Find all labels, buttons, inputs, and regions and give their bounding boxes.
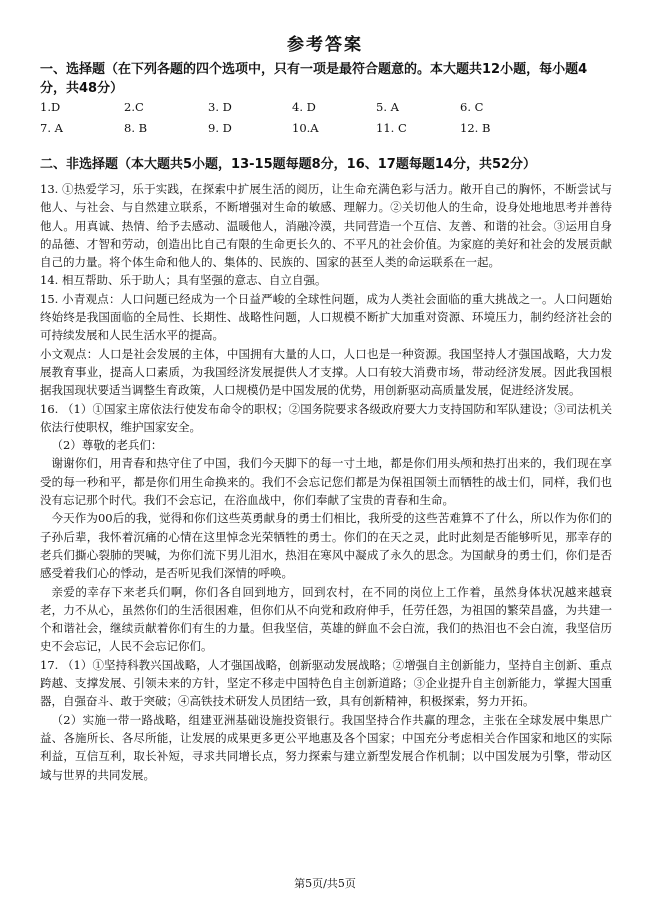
section1-heading: 一、选择题（在下列各题的四个选项中，只有一项是最符合题意的。本大题共12小题，每小题4分，共48分） — [40, 62, 588, 96]
answer-item: 10.A — [292, 121, 319, 135]
answer-item: 8. B — [124, 121, 148, 135]
answer-paragraph: 15. 小青观点：人口问题已经成为一个日益严峻的全球性问题，成为人类社会面临的重大挑战之一。人口问题始终始终是我国面临的全局性、长期性、战略性问题，人口规模不断扩大加重对资源、环境压力，制约经济社会的可持续发展和人民生活水平的提高。 — [40, 291, 612, 343]
answer-paragraph: 小文观点：人口是社会发展的主体，中国拥有大量的人口，人口也是一种资源。我国坚持人才强国战略，大力发展教育事业，提高人口素质，为我国经济发展提供人才支撑。人口有较大消费市场，带动经济发展。因此我国根据我国现状要适当调整生育政策，人口规模仍是中国发展的优势，用创新驱动高质量发展，促进经济发展。 — [40, 346, 612, 398]
answer-paragraph: 16. （1）①国家主席依法行使发布命令的职权；②国务院要求各级政府要大力支持国防和军队建设；③司法机关依法行使职权，维护国家安全。 — [40, 401, 612, 434]
answer-paragraph: 14. 相互帮助、乐于助人；具有坚强的意志、自立自强。 — [40, 273, 327, 288]
answer-item: 1.D — [40, 100, 61, 114]
answer-paragraph: 谢谢你们，用青春和热守住了中国，我们今天脚下的每一寸土地，都是你们用头颅和热打出来的，我们现在享受的每一秒和平，都是你们用生命换来的。我们不会忘记您们都是为保祖国领土而牺牲的战士们，同样，我们也没有忘记那个时代。我们不会忘记，在浴血战中，你们奉献了宝贵的青春和生命。 — [40, 456, 612, 508]
answer-item: 5. A — [376, 100, 399, 114]
answer-item: 2.C — [124, 100, 144, 114]
section2-heading: 二、非选择题（本大题共5小题，13-15题每题8分，16、17题每题14分，共52分） — [40, 157, 537, 172]
page-footer: 第5页/共5页 — [294, 877, 356, 890]
answer-item: 6. C — [460, 100, 484, 114]
answer-paragraph: （2）尊敬的老兵们： — [51, 438, 163, 453]
answer-row — [40, 97, 600, 118]
answer-row — [40, 118, 600, 139]
answer-paragraph: 亲爱的幸存下来老兵们啊，你们各自回到地方，回到农村，在不同的岗位上工作着，虽然身体状况越来越衰老，力不从心，虽然你们的生活很困难，但你们从不向党和政府伸手，任劳任怨，为祖国的繁荣昌盛，为共建一个和谐社会，继续贡献着你们有生的力量。但我坚信，英雄的鲜血不会白流，我们的热泪也不会白流，我坚信历史不会忘记，人民不会忘记你们。 — [40, 584, 612, 654]
answer-item: 7. A — [40, 121, 63, 135]
answer-paragraph: 13. ①热爱学习，乐于实践，在探索中扩展生活的阅历，让生命充满色彩与活力。敞开自己的胸怀，不断尝试与他人、与社会、与自然建立联系，不断增强对生命的敏感、理解力。②关切他人的生命，设身处地地思考并善待他人。用真诚、热情、给予去感动、温暖他人，消融冷漠，共同营造一个互信、友善、和谐的社会。③运用自身的品德、才智和劳动，创造出比自己有限的生命更长久的、不平凡的社会价值。为家庭的美好和社会的发展贡献自己的力量。将个体生命和他人的、集体的、民族的、国家的甚至人类的命运联系在一起。 — [40, 182, 612, 270]
answer-paragraph: 今天作为00后的我，觉得和你们这些英勇献身的勇士们相比，我所受的这些苦难算不了什么，所以作为你们的子孙后辈，我怀着沉痛的心情在这里悼念光荣牺牲的勇士。你们的在天之灵，此时此刻是否能够听见，那幸存的老兵们撕心裂肺的哭喊，为你们流下男儿泪水，热泪在寒风中凝成了永久的思念。为国献身的勇士们，你们是否感受着我们心的悸动，是否听见我们深情的呼唤。 — [40, 511, 612, 581]
page-title: 参考答案 — [287, 35, 363, 55]
section2-body — [40, 180, 612, 784]
answer-grid — [40, 97, 600, 139]
answer-paragraph: 17. （1）①坚持科教兴国战略，人才强国战略，创新驱动发展战略；②增强自主创新能力，坚持自主创新、重点跨越、支撑发展、引领未来的方针，坚定不移走中国特色自主创新道路；③企业提升自主创新能力，掌握大国重器，自强奋斗、敢于突破；④高铁技术研发人员团结一致，具有创新精神，积极探索，努力开拓。 — [40, 657, 612, 709]
answer-item: 12. B — [460, 121, 491, 135]
answer-item: 4. D — [292, 100, 316, 114]
answer-item: 3. D — [208, 100, 232, 114]
answer-item: 9. D — [208, 121, 232, 135]
answer-item: 11. C — [376, 121, 407, 135]
answer-paragraph: （2）实施一带一路战略，组建亚洲基础设施投资银行。我国坚持合作共赢的理念，主张在全球发展中集思广益、各施所长、各尽所能，让发展的成果更多更公平地惠及各个国家；中国充分考虑相关合作国家和地区的实际利益，互信互利，取长补短，寻求共同增长点，努力探索与建立新型发展合作机制；以中国发展为引擎，带动区域与世界的共同发展。 — [40, 712, 612, 782]
